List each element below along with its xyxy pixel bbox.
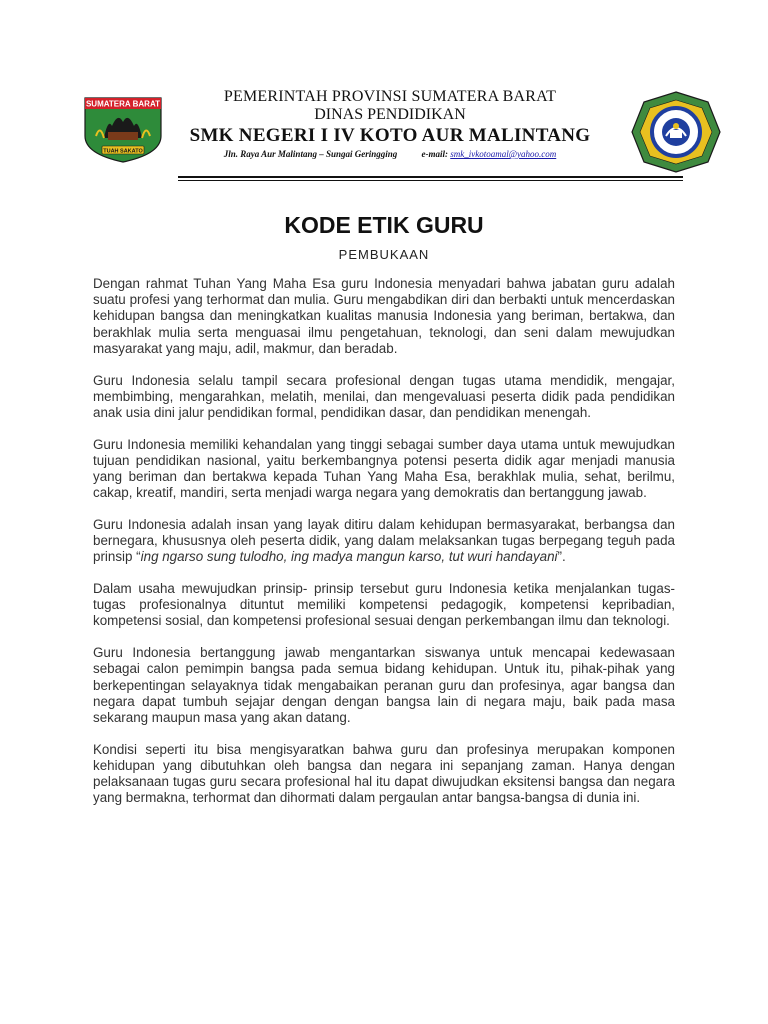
province-shield-icon	[82, 96, 164, 164]
paragraph-2: Guru Indonesia selalu tampil secara profesional dengan tugas utama mendidik, mengajar, membimbing, mengarahkan, melatih, menilai, dan mengevaluasi peserta didik pada pendidikan anak usia dini jalur pendidikan formal, pendidikan dasar, dan pendidikan menengah.	[93, 372, 675, 420]
paragraph-4-motto: ing ngarso sung tulodho, ing madya mangun karso, tut wuri handayani	[140, 549, 558, 565]
left-logo-text: SUMATERA BARAT	[85, 99, 161, 109]
section-subtitle: PEMBUKAAN	[338, 247, 430, 262]
letterhead-contact	[160, 148, 620, 160]
paragraph-7: Kondisi seperti itu bisa mengisyaratkan bahwa guru dan profesinya merupakan komponen kehidupan yang dibutuhkan oleh bangsa dan negara ini sepanjang zaman. Hanya dengan pelaksanaan tugas guru secara profesional hal itu dapat diwujudkan eksitensi bangsa dan negara yang bermakna, terhormat dan dihormati dalam pergaulan antar bangsa-bangsa di dunia ini.	[93, 741, 675, 806]
email-label: e-mail:	[421, 149, 448, 159]
letterhead-address: Jln. Raya Aur Malintang – Sungai Geringging	[223, 149, 398, 159]
letterhead-government: PEMERINTAH PROVINSI SUMATERA BARAT	[223, 88, 557, 105]
document-body	[93, 276, 675, 806]
letterhead	[160, 88, 620, 160]
left-logo-ribbon: TUAH SAKATO	[103, 148, 143, 155]
letterhead-school-name: SMK NEGERI I IV KOTO AUR MALINTANG	[189, 125, 591, 146]
paragraph-5: Dalam usaha mewujudkan prinsip- prinsip tersebut guru Indonesia ketika menjalankan tugas-tugas profesionalnya dituntut memiliki kompetensi pedagogik, kompetensi kepribadian, kompetensi sosial, dan kompetensi profesional sesuai dengan perkembangan ilmu dan teknologi.	[93, 581, 675, 629]
letterhead-rule-thin	[178, 180, 683, 181]
paragraph-4	[93, 517, 675, 566]
paragraph-1: Dengan rahmat Tuhan Yang Maha Esa guru Indonesia menyadari bahwa jabatan guru adalah suatu profesi yang terhormat dan mulia. Guru mengabdikan diri dan berbakti untuk mencerdaskan kehidupan bangsa dan meningkatkan kualitas manusia Indonesia yang beriman, bertakwa, dan berakhlak mulia serta menguasai ilmu pengetahuan, teknologi, dan seni dalam mewujudkan masyarakat yang maju, adil, makmur, dan beradab.	[93, 276, 675, 356]
school-emblem-icon	[630, 90, 722, 174]
paragraph-6: Guru Indonesia bertanggung jawab mengantarkan siswanya untuk mencapai kedewasaan sebagai calon pemimpin bangsa pada semua bidang kehidupan. Untuk itu, pihak-pihak yang berkepentingan selayaknya tidak mengabaikan peranan guru dan profesinya, agar bangsa dan negara dapat tumbuh sejajar dengan dengan bangsa lain di negara maju, baik pada masa sekarang maupun masa yang akan datang.	[93, 645, 675, 725]
email-link[interactable]: smk_ivkotoamal@yahoo.com	[450, 149, 557, 159]
paragraph-3: Guru Indonesia memiliki kehandalan yang tinggi sebagai sumber daya utama untuk mewujudkan tujuan pendidikan nasional, yaitu berkembangnya potensi peserta didik agar menjadi manusia yang beriman dan bertakwa kepada Tuhan Yang Maha Esa, berakhlak mulia, sehat, berilmu, cakap, kreatif, mandiri, serta menjadi warga negara yang demokratis dan bertanggung jawab.	[93, 436, 675, 501]
letterhead-rule-thick	[178, 176, 683, 178]
paragraph-4-end: ”.	[557, 549, 566, 565]
document-title: KODE ETIK GURU	[284, 212, 484, 238]
letterhead-department: DINAS PENDIDIKAN	[314, 106, 466, 123]
paragraph-4-start: Guru Indonesia adalah insan yang layak ditiru dalam kehidupan bermasyarakat, berbangsa dan bernegara, khususnya oleh peserta didik, yang dalam melaksankan tugas berpegang teguh pada prinsip “	[93, 516, 675, 565]
